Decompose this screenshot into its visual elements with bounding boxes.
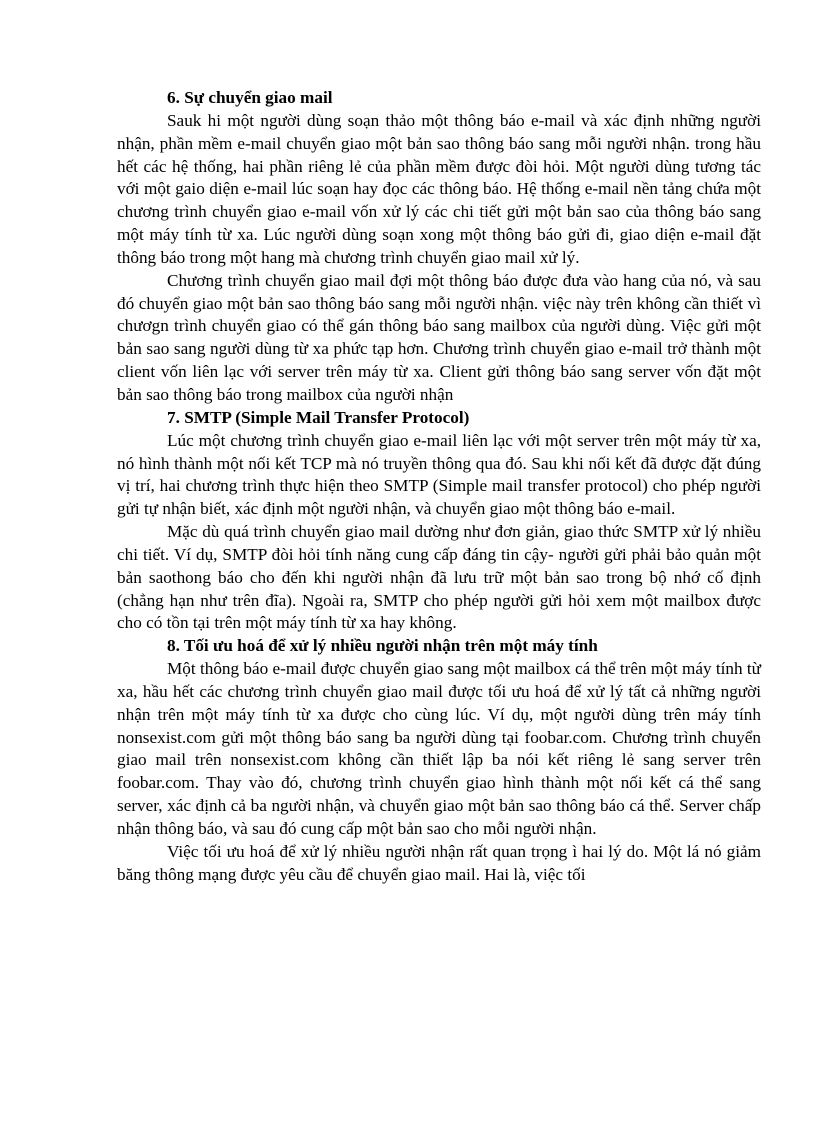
section-heading: 8. Tối ưu hoá để xử lý nhiều người nhận trên một máy tính [167, 636, 598, 656]
paragraph: Việc tối ưu hoá để xử lý nhiều người nhận rất quan trọng ì hai lý do. Một lá nó giảm băng thông mạng được yêu cầu để chuyển giao mail. Hai là, việc tối [117, 841, 761, 884]
paragraph: Lúc một chương trình chuyển giao e-mail liên lạc với một server trên một máy từ xa, nó hình thành một nối kết TCP mà nó truyền thông qua đó. Sau khi nối kết đã được đặt đúng vị trí, hai chương trình thực hiện theo SMTP (Simple mail transfer protocol) cho phép người gửi tự nhận biết, xác định một người nhận, và chuyển giao một thông báo e-mail. [117, 430, 761, 519]
paragraph: Sauk hi một người dùng soạn thảo một thông báo e-mail và xác định những người nhận, phần mềm e-mail chuyển giao một bản sao thông báo sang mỗi người nhận. trong hầu hết các hệ thống, hai phần riêng lẻ của phần mềm được đòi hỏi. Một người dùng tương tác với một gaio diện e-mail lúc soạn hay đọc các thông báo. Hệ thống e-mail nền tảng chứa một chương trình chuyển giao e-mail vốn xử lý các chi tiết gửi một bản sao của thông báo sang một máy tính từ xa. Lúc người dùng soạn xong một thông báo gửi đi, giao diện e-mail đặt thông báo trong một hang mà chương trình chuyển giao mail xử lý. [117, 110, 761, 267]
section-heading: 6. Sự chuyển giao mail [167, 88, 333, 107]
document-page [117, 87, 761, 887]
paragraph: Chương trình chuyển giao mail đợi một thông báo được đưa vào hang của nó, và sau đó chuyển giao một bản sao thông báo sang mỗi người nhận. việc này trên không cần thiết vì chươgn trình chuyển giao có thể gán thông báo sang mailbox của người dùng. Việc gửi một bản sao sang người dùng từ xa phức tạp hơn. Chương trình chuyển giao e-mail trở thành một client vốn liên lạc với server trên máy từ xa. Client gửi thông báo sang server vốn đặt một bản sao thông báo trong mailbox của người nhận [117, 270, 761, 404]
section-heading: 7. SMTP (Simple Mail Transfer Protocol) [167, 407, 470, 427]
paragraph: Mặc dù quá trình chuyển giao mail dường như đơn giản, giao thức SMTP xử lý nhiều chi tiết. Ví dụ, SMTP đòi hỏi tính năng cung cấp đáng tin cậy- người gửi phải bảo quản một bản saothong báo cho đến khi người nhận đã lưu trữ một bản sao trong bộ nhớ cố định (chẳng hạn như trên đĩa). Ngoài ra, SMTP cho phép người gửi hỏi xem một mailbox được cho có tồn tại trên một máy tính từ xa hay không. [117, 522, 761, 633]
paragraph: Một thông báo e-mail được chuyển giao sang một mailbox cá thể trên một máy tính từ xa, hầu hết các chương trình chuyển giao mail được tối ưu hoá để xử lý tất cả những người nhận trên một máy tính từ xa được cho cùng lúc. Ví dụ, một người dùng trên máy tính nonsexist.com gửi một thông báo sang ba người dùng tại foobar.com. Chương trình chuyển giao mail trên nonsexist.com không cần thiết lập ba nói kết riêng lẻ sang server trên foobar.com. Thay vào đó, chương trình chuyển giao hình thành một nối kết cá thể sang server, xác định cả ba người nhận, và chuyển giao một bản sao thông báo cá thể. Server chấp nhận thông báo, và sau đó cung cấp một bản sao cho mỗi người nhận. [117, 659, 761, 838]
